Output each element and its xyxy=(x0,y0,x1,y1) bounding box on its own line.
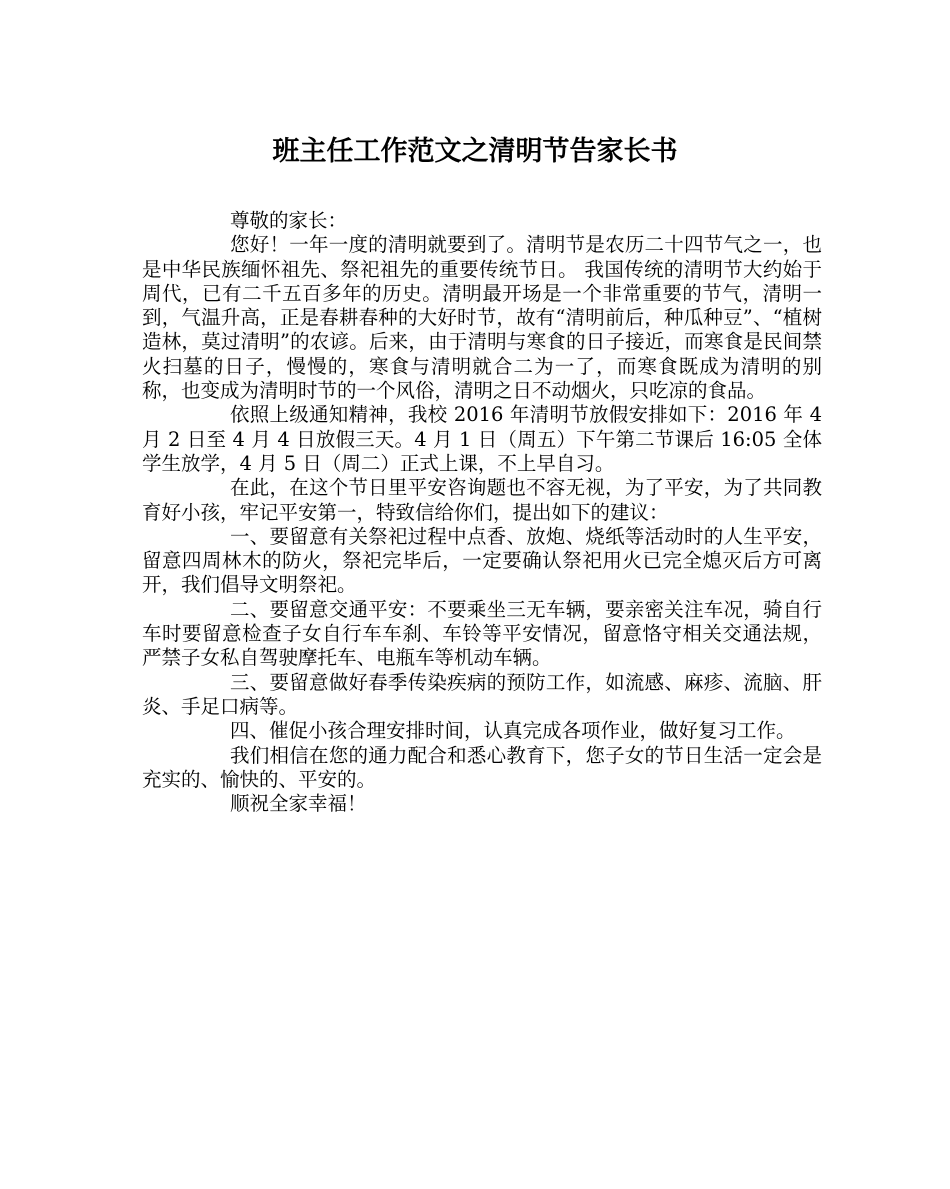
closing: 顺祝全家幸福！ xyxy=(230,792,367,816)
paragraph-conclusion: 我们相信在您的通力配合和悉心教育下，您子女的节日生活一定会是充实的、愉快的、平安的。 xyxy=(142,743,822,791)
paragraph-homework: 四、催促小孩合理安排时间，认真完成各项作业，做好复习工作。 xyxy=(230,719,796,743)
page-title: 班主任工作范文之清明节告家长书 xyxy=(272,136,678,167)
paragraph-holiday-schedule: 依照上级通知精神，我校 2016 年清明节放假安排如下：2016 年 4 月 2 日至 4 月 4 日放假三天。4 月 1 日（周五）下午第二节课后 16:05 全体学生放学，4 月 5 日（周二）正式上课，不上早自习。 xyxy=(142,403,822,475)
paragraph-disease-prevention: 三、要留意做好春季传染疾病的预防工作，如流感、麻疹、流脑、肝炎、手足口病等。 xyxy=(142,670,822,718)
letter-body xyxy=(142,209,822,816)
paragraph-safety-intro: 在此，在这个节日里平安咨询题也不容无视，为了平安，为了共同教育好小孩，牢记平安第一，特致信给你们，提出如下的建议： xyxy=(142,476,822,524)
paragraph-fire-safety: 一、要留意有关祭祀过程中点香、放炮、烧纸等活动时的人生平安，留意四周林木的防火，祭祀完毕后，一定要确认祭祀用火已完全熄灭后方可离开，我们倡导文明祭祀。 xyxy=(142,524,822,597)
paragraph-traffic-safety: 二、要留意交通平安：不要乘坐三无车辆，要亲密关注车况，骑自行车时要留意检查子女自行车车刹、车铃等平安情况，留意恪守相关交通法规，严禁子女私自驾驶摩托车、电瓶车等机动车辆。 xyxy=(142,597,822,670)
salutation: 尊敬的家长： xyxy=(230,209,348,232)
paragraph-greeting: 您好！一年一度的清明就要到了。清明节是农历二十四节气之一，也是中华民族缅怀祖先、祭祀祖先的重要传统节日。 我国传统的清明节大约始于周代，已有二千五百多年的历史。清明最开场是一个非常重要的节气，清明一到，气温升高，正是春耕春种的大好时节，故有“清明前后，种瓜种豆”、“植树造林，莫过清明”的农谚。后来，由于清明与寒食的日子接近，而寒食是民间禁火扫墓的日子，慢慢的，寒食与清明就合二为一了，而寒食既成为清明的别称，也变成为清明时节的一个风俗，清明之日不动烟火，只吃凉的食品。 xyxy=(142,233,822,403)
